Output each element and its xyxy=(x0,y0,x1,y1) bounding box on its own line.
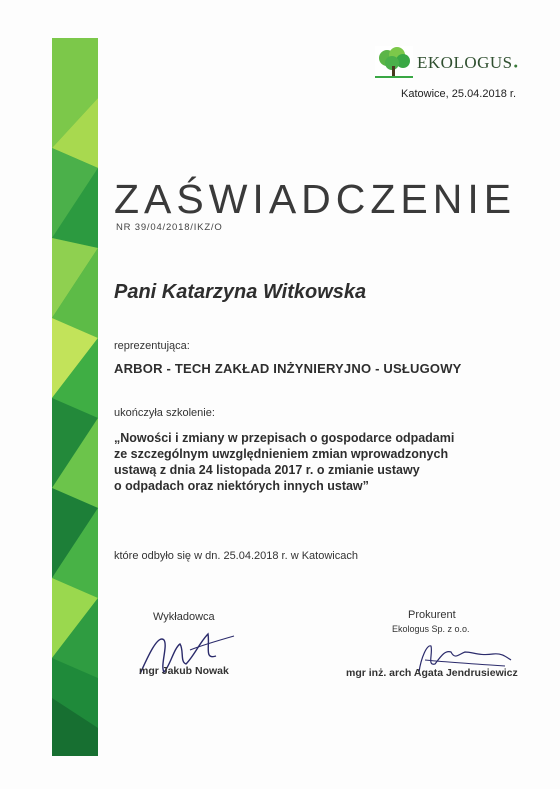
course-title-line: ze szczególnym uwzględnieniem zmian wprowadzonych xyxy=(114,447,449,461)
proxy-company: Ekologus Sp. z o.o. xyxy=(392,624,470,634)
green-decorative-band xyxy=(52,38,98,756)
course-title-line: „Nowości i zmiany w przepisach o gospodarce odpadami xyxy=(114,431,455,445)
course-title xyxy=(114,430,474,494)
representing-label: reprezentująca: xyxy=(114,340,190,352)
lecturer-signature xyxy=(130,626,250,686)
certificate-number: NR 39/04/2018/IKZ/O xyxy=(116,222,223,233)
lecturer-name: mgr Jakub Nowak xyxy=(139,665,229,677)
proxy-role: Prokurent xyxy=(408,609,456,621)
lecturer-role: Wykładowca xyxy=(153,611,215,623)
training-held-info: które odbyło się w dn. 25.04.2018 r. w Katowicach xyxy=(114,550,358,562)
ekologus-logo xyxy=(375,46,518,80)
company-name: ARBOR - TECH ZAKŁAD INŻYNIERYJNO - USŁUGOWY xyxy=(114,361,462,376)
logo-registered-mark: ● xyxy=(513,63,518,70)
completed-training-label: ukończyła szkolenie: xyxy=(114,407,215,419)
place-and-date: Katowice, 25.04.2018 r. xyxy=(401,88,516,100)
recipient-name: Pani Katarzyna Witkowska xyxy=(114,281,367,303)
certificate-title: ZAŚWIADCZENIE xyxy=(114,176,517,222)
course-title-line: o odpadach oraz niektórych innych ustaw” xyxy=(114,479,369,493)
tree-icon xyxy=(375,46,413,80)
logo-text: EKOLOGUS xyxy=(417,53,513,72)
proxy-name: mgr inż. arch Agata Jendrusiewicz xyxy=(346,667,518,679)
course-title-line: ustawą z dnia 24 listopada 2017 r. o zmianie ustawy xyxy=(114,463,420,477)
